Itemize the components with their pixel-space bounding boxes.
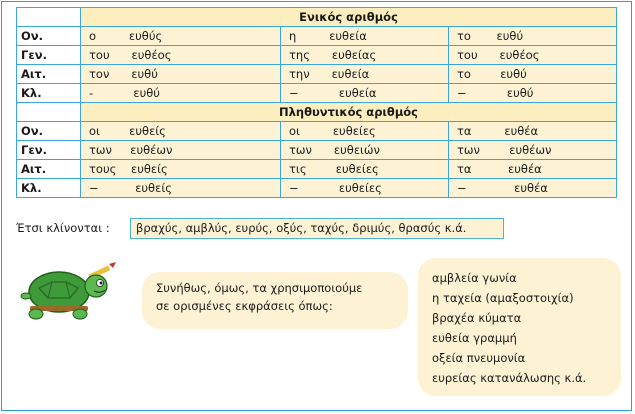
expressions-list <box>418 258 621 396</box>
bubble-line: σε ορισμένες εκφράσεις όπως: <box>156 299 333 313</box>
neuter-cell: − ευθύ <box>449 84 617 103</box>
singular-header: Ενικός αριθμός <box>81 8 617 27</box>
bubble-line: Συνήθως, όμως, τα χρησιμοποιούμε <box>156 281 363 295</box>
masculine-cell: ο ευθύς <box>81 27 281 46</box>
feminine-cell: η ευθεία <box>281 27 449 46</box>
table-row <box>17 122 617 141</box>
plural-header: Πληθυντικός αριθμός <box>81 103 617 122</box>
case-label: Κλ. <box>17 84 81 103</box>
declension-table <box>16 7 617 198</box>
case-label: Αιτ. <box>17 160 81 179</box>
case-label: Ον. <box>17 122 81 141</box>
feminine-cell: − ευθείες <box>281 179 449 198</box>
masculine-cell: τους ευθείς <box>81 160 281 179</box>
feminine-cell: την ευθεία <box>281 65 449 84</box>
similar-adjectives-box: βραχύς, αμβλύς, ευρύς, οξύς, ταχύς, δριμύς, θρασύς κ.ά. <box>130 218 504 239</box>
plural-header-row <box>17 103 617 122</box>
etsi-label: Έτσι κλίνονται : <box>16 221 110 235</box>
masculine-cell: οι ευθείς <box>81 122 281 141</box>
neuter-cell: το ευθύ <box>449 65 617 84</box>
list-item: ευρείας κατανάλωσης κ.ά. <box>432 371 587 385</box>
masculine-cell: τον ευθύ <box>81 65 281 84</box>
neuter-cell: τα ευθέα <box>449 122 617 141</box>
neuter-cell: του ευθέος <box>449 46 617 65</box>
table-row <box>17 160 617 179</box>
case-label: Ον. <box>17 27 81 46</box>
list-item: οξεία πνευμονία <box>432 351 526 365</box>
masculine-cell: των ευθέων <box>81 141 281 160</box>
neuter-cell: το ευθύ <box>449 27 617 46</box>
neuter-cell: − ευθέα <box>449 179 617 198</box>
speech-bubble <box>142 272 408 329</box>
list-item: βραχέα κύματα <box>432 311 522 325</box>
case-label: Κλ. <box>17 179 81 198</box>
case-label: Αιτ. <box>17 65 81 84</box>
list-item: ευθεία γραμμή <box>432 331 517 345</box>
neuter-cell: των ευθέων <box>449 141 617 160</box>
list-item: αμβλεία γωνία <box>432 271 517 285</box>
turtle-illustration <box>14 262 124 324</box>
feminine-cell: − ευθεία <box>281 84 449 103</box>
case-label: Γεν. <box>17 46 81 65</box>
masculine-cell: - ευθύ <box>81 84 281 103</box>
feminine-cell: της ευθείας <box>281 46 449 65</box>
feminine-cell: οι ευθείες <box>281 122 449 141</box>
singular-header-row <box>17 8 617 27</box>
case-label: Γεν. <box>17 141 81 160</box>
table-row <box>17 27 617 46</box>
feminine-cell: τις ευθείες <box>281 160 449 179</box>
neuter-cell: τα ευθέα <box>449 160 617 179</box>
masculine-cell: − ευθείς <box>81 179 281 198</box>
feminine-cell: των ευθειών <box>281 141 449 160</box>
table-row <box>17 141 617 160</box>
table-row <box>17 46 617 65</box>
list-item: η ταχεία (αμαξοστοιχία) <box>432 291 574 305</box>
table-row <box>17 65 617 84</box>
masculine-cell: του ευθέος <box>81 46 281 65</box>
table-row <box>17 84 617 103</box>
table-row <box>17 179 617 198</box>
